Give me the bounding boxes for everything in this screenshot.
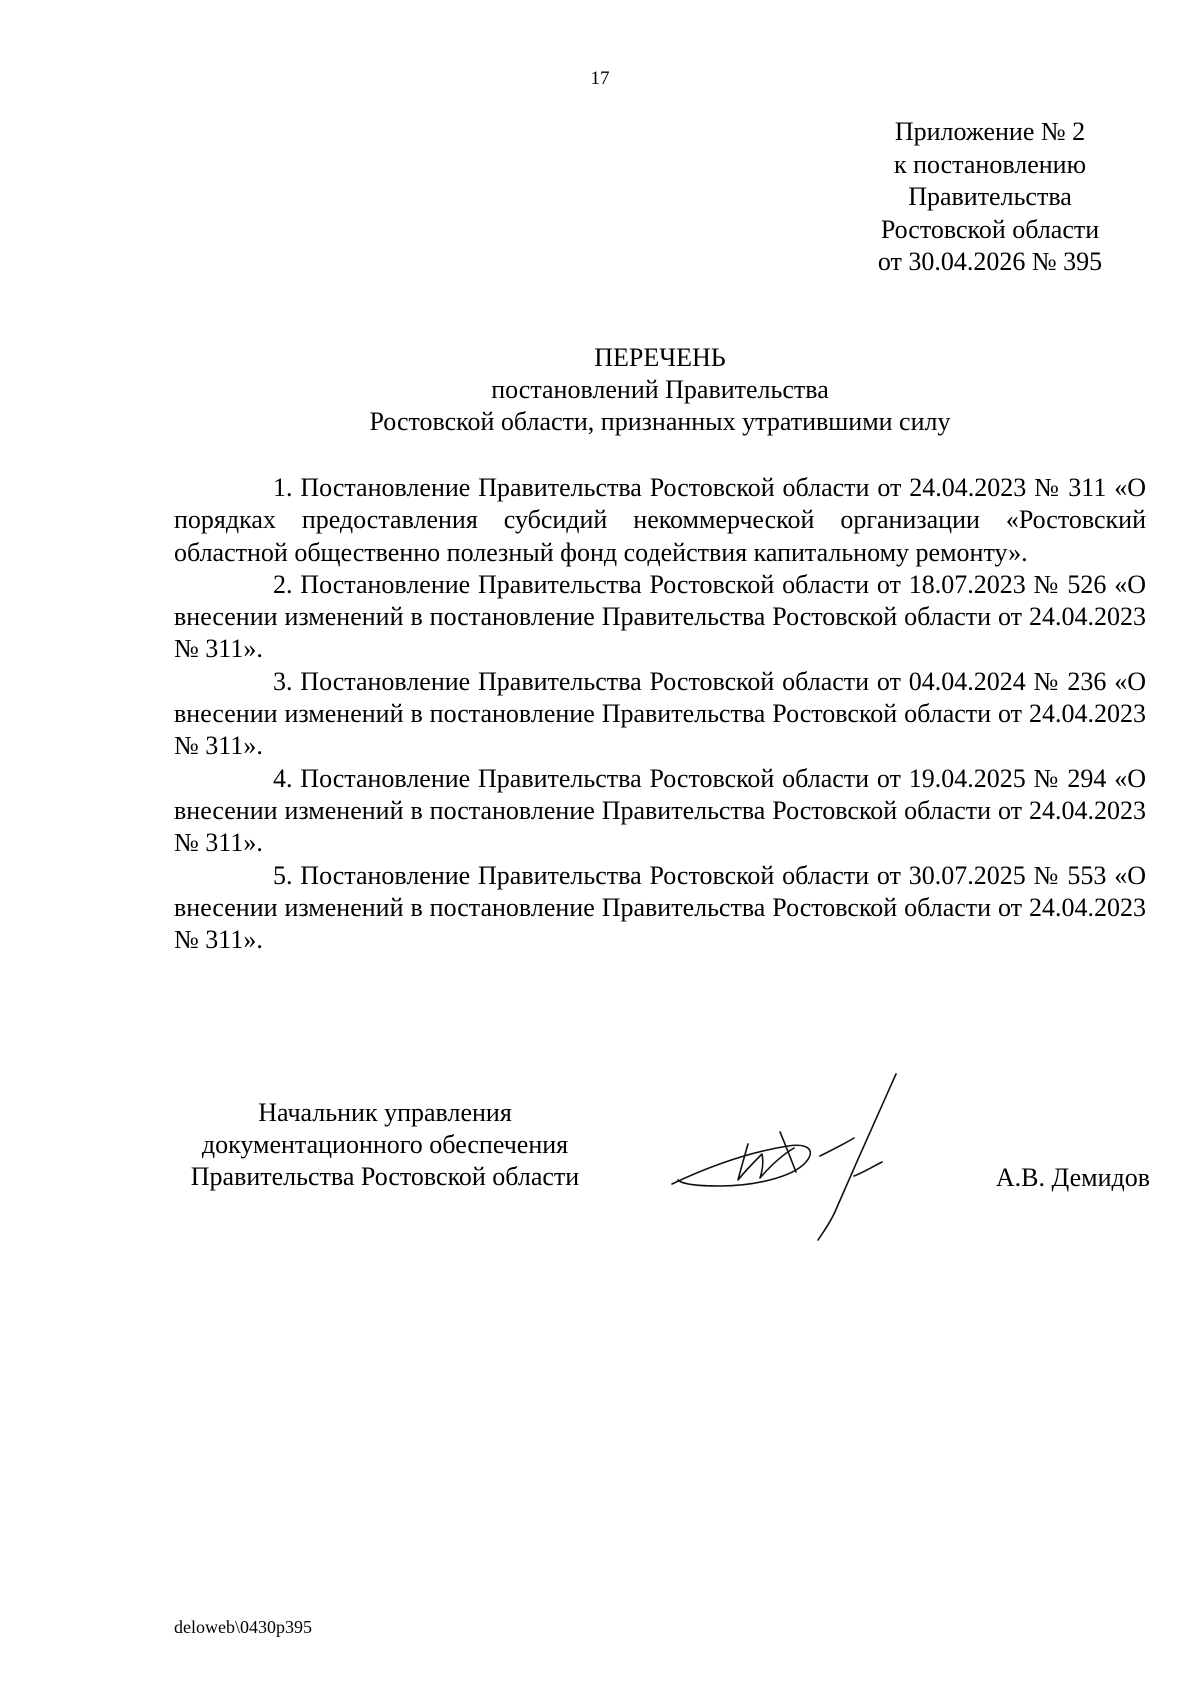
list-item: 3. Постановление Правительства Ростовской области от 04.04.2024 № 236 «О внесении изменений в постановление Правительства Ростовской области от 24.04.2023 № 311».: [174, 666, 1146, 761]
appendix-line: Правительства: [908, 182, 1072, 211]
list-item: 5. Постановление Правительства Ростовской области от 30.07.2025 № 553 «О внесении изменений в постановление Правительства Ростовской области от 24.04.2023 № 311».: [174, 860, 1146, 955]
page-number: 17: [590, 68, 610, 89]
list-item: 2. Постановление Правительства Ростовской области от 18.07.2023 № 526 «О внесении изменений в постановление Правительства Ростовской области от 24.04.2023 № 311».: [174, 569, 1146, 664]
appendix-block: [840, 116, 1140, 279]
appendix-line: к постановлению: [893, 149, 1087, 179]
signer-position-line: Начальник управления: [258, 1098, 512, 1127]
appendix-line: Приложение № 2: [894, 117, 1086, 146]
appendix-line: Ростовской области: [880, 214, 1100, 244]
list-item: 4. Постановление Правительства Ростовской области от 19.04.2025 № 294 «О внесении изменений в постановление Правительства Ростовской области от 24.04.2023 № 311».: [174, 763, 1146, 858]
heading-subtitle-line: Ростовской области, признанных утратившими силу: [369, 407, 951, 436]
handwritten-signature: [660, 1068, 960, 1248]
signer-position-line: документационного обеспечения: [201, 1130, 569, 1159]
signer-position-line: Правительства Ростовской области: [190, 1162, 580, 1191]
document-heading: [174, 342, 1146, 438]
heading-subtitle-line: постановлений Правительства: [491, 375, 829, 404]
appendix-line: от 30.04.2026 № 395: [877, 247, 1103, 276]
signer-name: А.В. Демидов: [995, 1163, 1150, 1192]
list-item: 1. Постановление Правительства Ростовской области от 24.04.2023 № 311 «О порядках предоставления субсидий некоммерческой организации «Ростовский областной общественно полезный фонд содействия капитальному ремонту».: [174, 473, 1146, 567]
signer-position: [150, 1097, 620, 1193]
resolution-list: [174, 472, 1146, 956]
document-code: deloweb\0430p395: [174, 1617, 312, 1637]
heading-title: ПЕРЕЧЕНЬ: [594, 343, 726, 372]
